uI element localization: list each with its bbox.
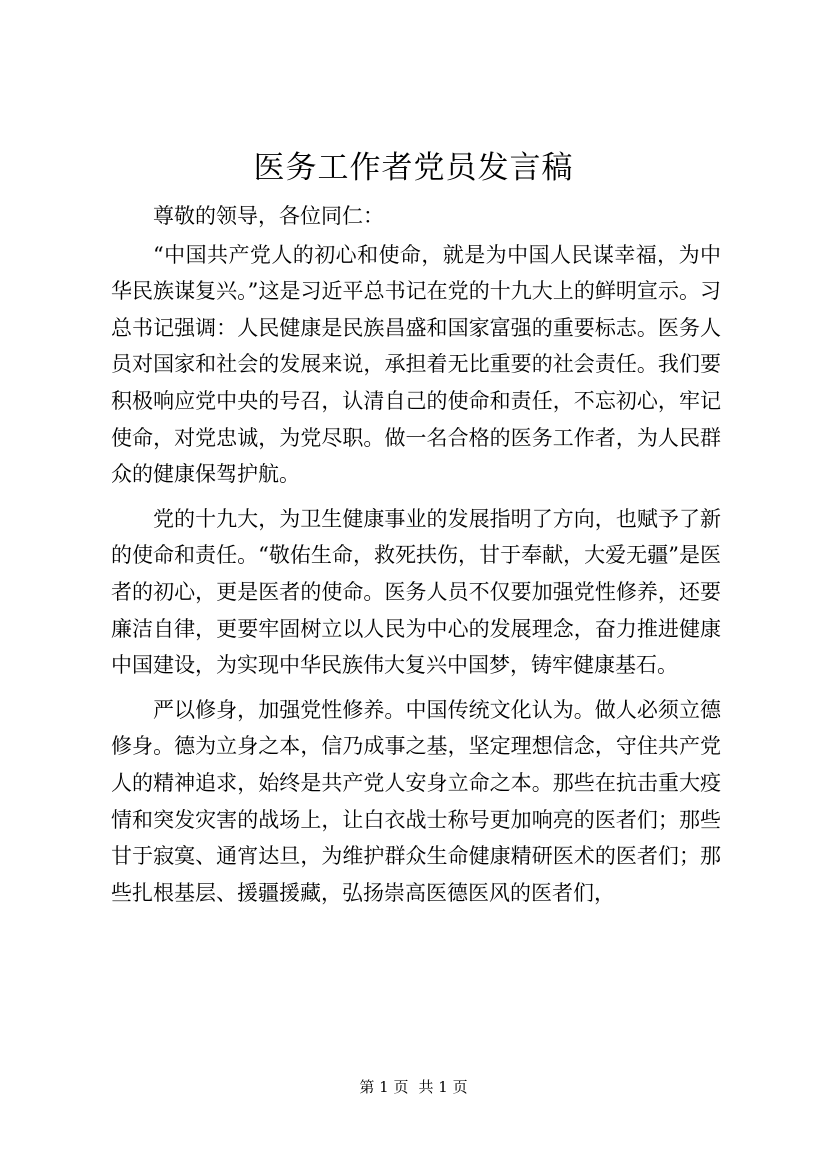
paragraph-1: “中国共产党人的初心和使命，就是为中国人民谋幸福，为中华民族谋复兴。”这是习近平总书记在党的十九大上的鲜明宣示。习总书记强调：人民健康是民族昌盛和国家富强的重要标志。医务人员对国家和社会的发展来说，承担着无比重要的社会责任。我们要积极响应党中央的号召，认清自己的使命和责任，不忘初心，牢记使命，对党忠诚，为党尽职。做一名合格的医务工作者，为人民群众的健康保驾护航。 <box>111 242 721 487</box>
document-body <box>111 198 721 911</box>
salutation: 尊敬的领导，各位同仁： <box>153 204 384 228</box>
paragraph-2: 党的十九大，为卫生健康事业的发展指明了方向，也赋予了新的使命和责任。“敬佑生命，救死扶伤，甘于奉献，大爱无疆”是医者的初心，更是医者的使命。医务人员不仅要加强党性修养，还要廉洁自律，更要牢固树立以人民为中心的发展理念，奋力推进健康中国建设，为实现中华民族伟大复兴中国梦，铸牢健康基石。 <box>111 506 721 678</box>
page-total: 共 1 页 <box>418 1078 468 1096</box>
page-number: 第 1 页 <box>359 1078 409 1096</box>
document-title: 医务工作者党员发言稿 <box>253 150 574 186</box>
paragraph-3: 严以修身，加强党性修养。中国传统文化认为。做人必须立德修身。德为立身之本，信乃成事之基，坚定理想信念，守住共产党人的精神追求，始终是共产党人安身立命之本。那些在抗击重大疫情和突发灾害的战场上，让白衣战士称号更加响亮的医者们；那些甘于寂寞、通宵达旦，为维护群众生命健康精研医术的医者们；那些扎根基层、援疆援藏，弘扬崇高医德医风的医者们， <box>111 697 721 905</box>
page-footer <box>0 1077 827 1097</box>
